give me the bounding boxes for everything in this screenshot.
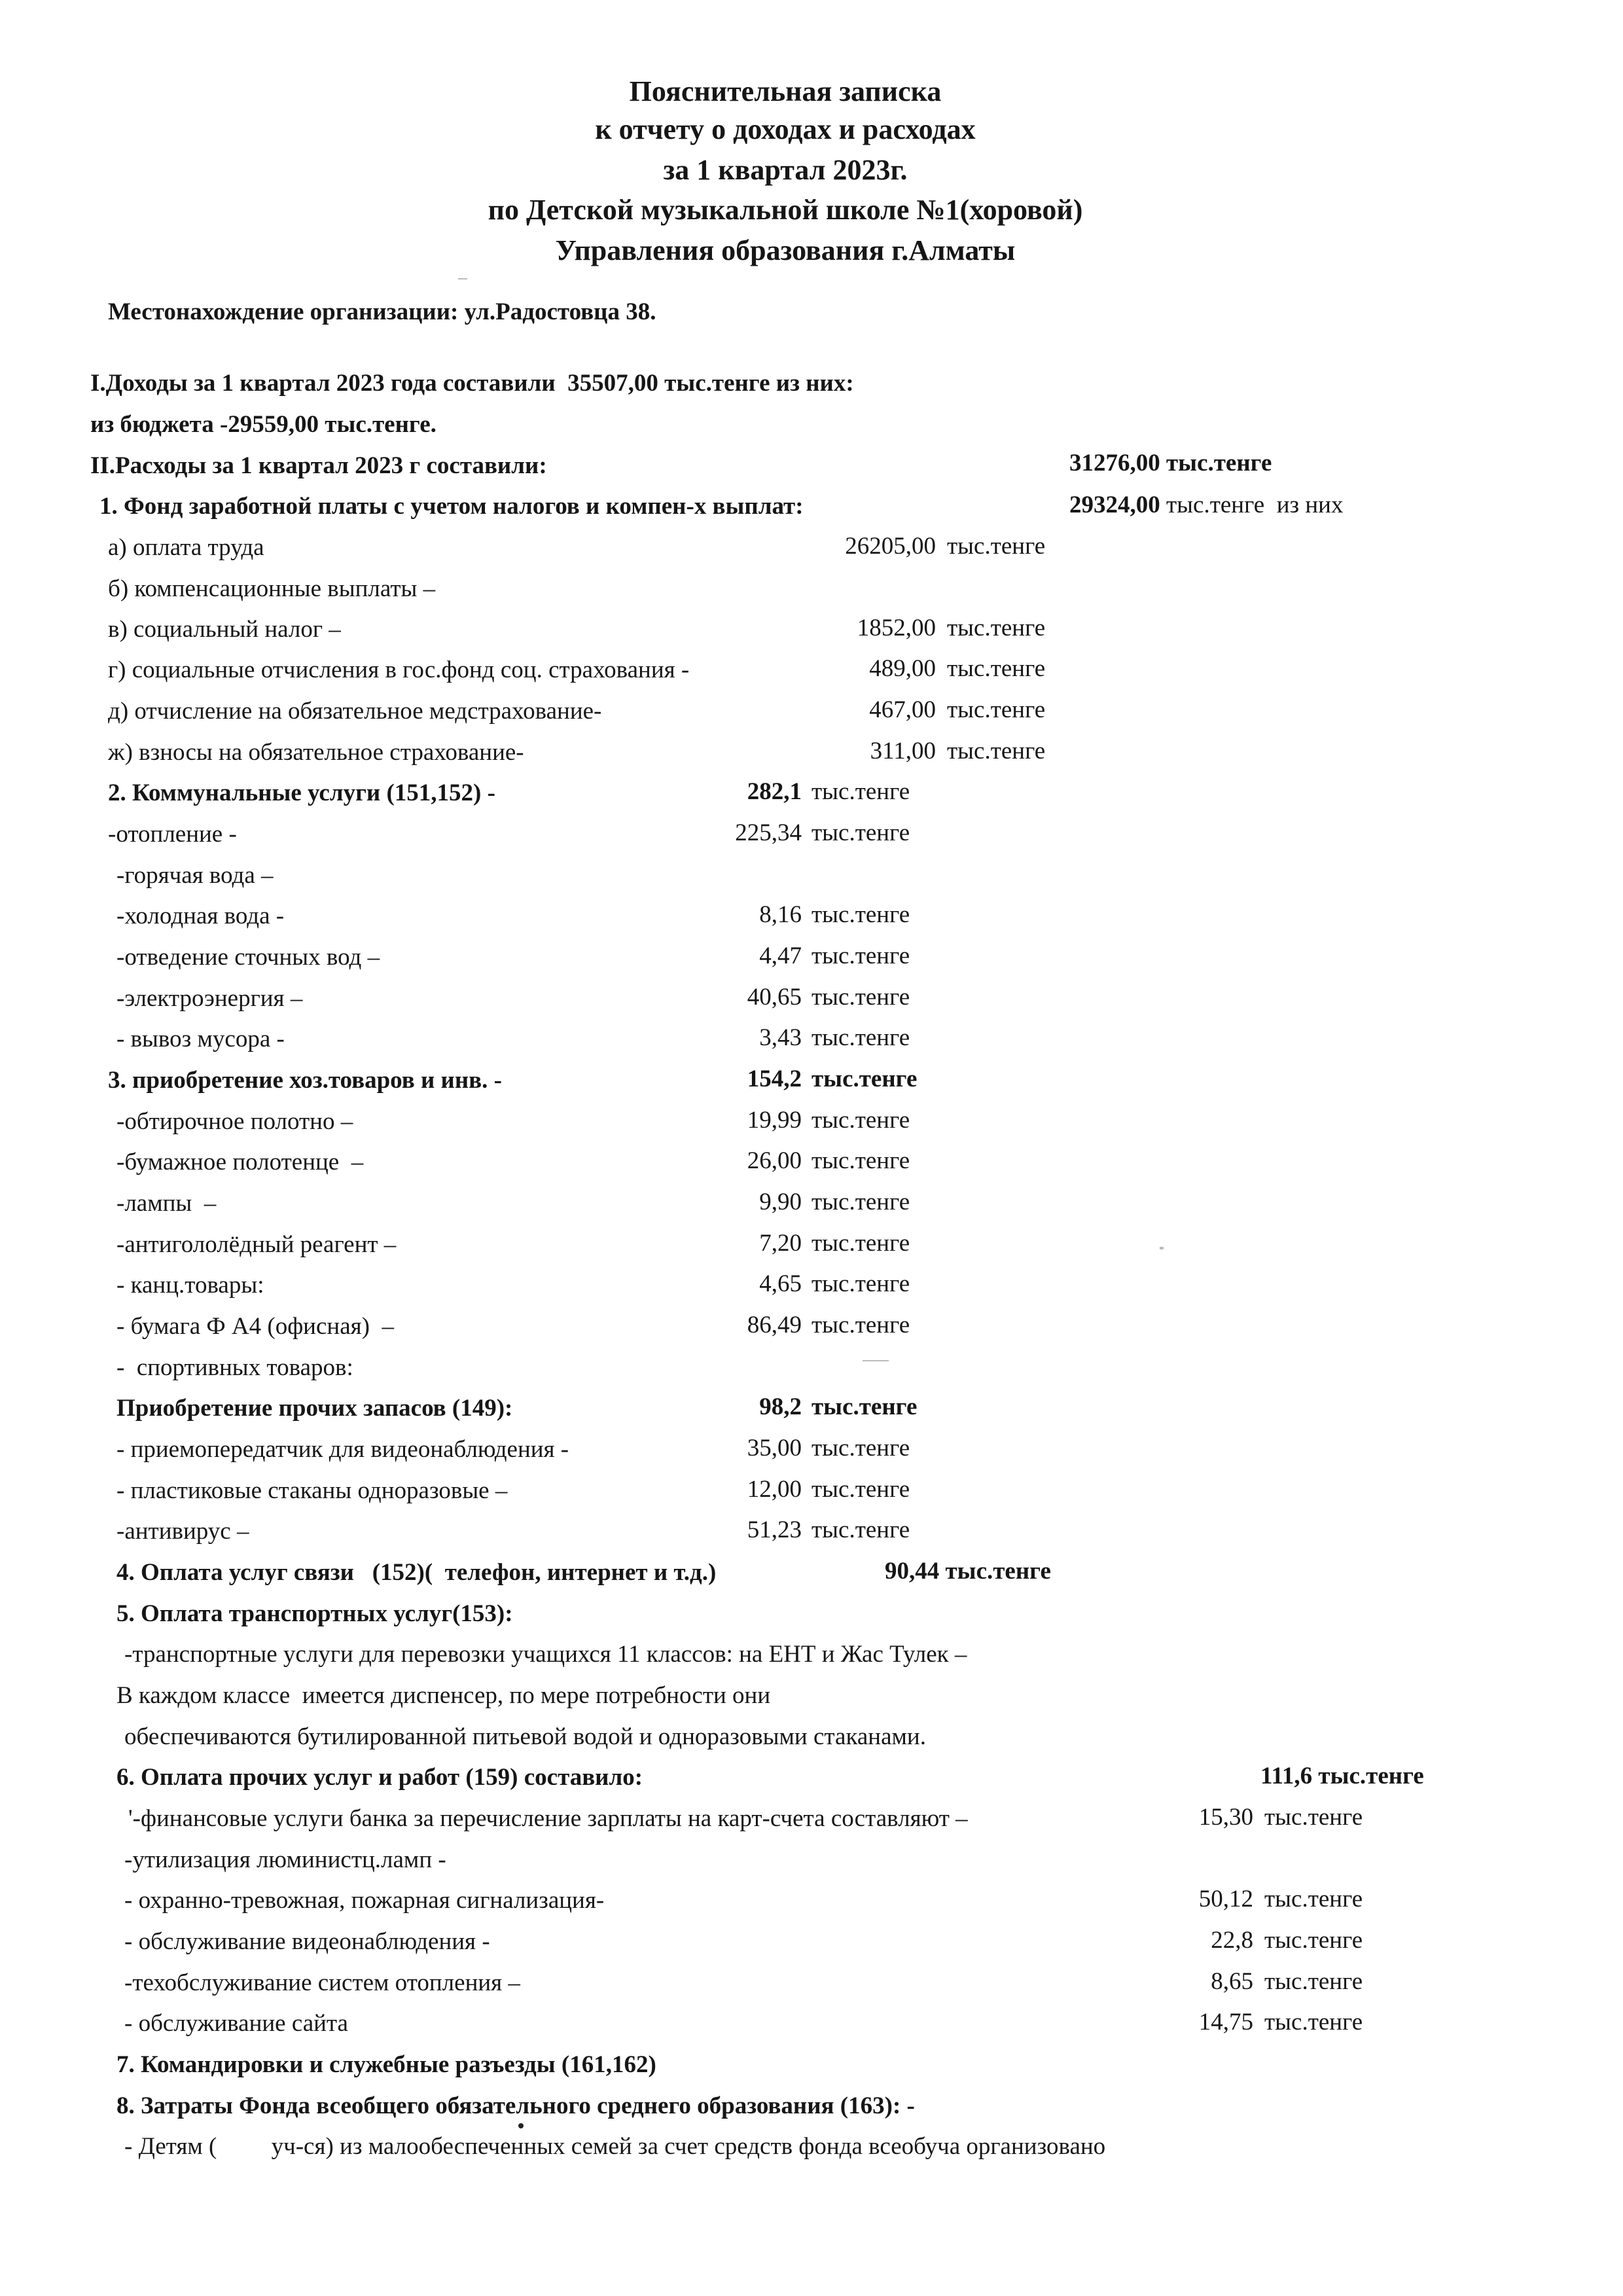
s6-item-unit: тыс.тенге	[1264, 1804, 1363, 1831]
inv-item-unit: тыс.тенге	[812, 1516, 910, 1543]
section-1-total-value: 29324,00	[1069, 492, 1160, 518]
section-4-total: 90,44 тыс.тенге	[885, 1558, 1051, 1585]
section-2-heading: 2. Коммунальные услуги (151,152) -	[108, 780, 495, 806]
s6-item-label: - обслуживание видеонаблюдения -	[124, 1928, 490, 1955]
s3-item-label: -лампы –	[116, 1190, 217, 1217]
s5-line: обеспечиваются бутилированной питьевой водой и одноразовыми стаканами.	[124, 1723, 926, 1750]
s3-item-unit: тыс.тенге	[812, 1270, 910, 1297]
doc-title-line-5: Управления образования г.Алматы	[555, 234, 1016, 266]
s2-item-value: 3,43	[759, 1024, 802, 1051]
s3-item-label: - спортивных товаров:	[116, 1354, 353, 1381]
scan-speck	[1160, 1247, 1164, 1249]
s6-item-unit: тыс.тенге	[1264, 1927, 1363, 1954]
s3-item-value: 26,00	[747, 1147, 802, 1174]
s2-item-value: 225,34	[735, 819, 802, 846]
s1-item-label: б) компенсационные выплаты –	[108, 575, 436, 602]
s6-item-value: 50,12	[1198, 1886, 1253, 1912]
s6-item-value: 14,75	[1198, 2009, 1253, 2036]
s2-item-label: -горячая вода –	[116, 862, 274, 889]
section-8-heading: 8. Затраты Фонда всеобщего обязательного среднего образования (163): -	[116, 2092, 915, 2119]
doc-title-line-4: по Детской музыкальной школе №1(хоровой)	[488, 194, 1083, 226]
scan-speck	[458, 278, 467, 279]
inv-item-label: -антивирус –	[116, 1518, 249, 1545]
s1-item-value: 26205,00	[845, 533, 936, 560]
expenses-total-label: II.Расходы за 1 квартал 2023 г составили:	[90, 452, 547, 479]
s2-item-unit: тыс.тенге	[812, 984, 910, 1011]
section-4-heading: 4. Оплата услуг связи (152)( телефон, интернет и т.д.)	[116, 1559, 717, 1586]
s3-item-unit: тыс.тенге	[812, 1230, 910, 1257]
s3-item-label: -антигололёдный реагент –	[116, 1231, 397, 1258]
s3-item-unit: тыс.тенге	[812, 1189, 910, 1215]
section-3-unit: тыс.тенге	[812, 1066, 918, 1092]
section-1-heading: 1. Фонд заработной платы с учетом налогов и компен-х выплат:	[99, 493, 804, 520]
s6-item-unit: тыс.тенге	[1264, 2009, 1363, 2036]
s2-item-unit: тыс.тенге	[812, 901, 910, 928]
s3-item-label: -бумажное полотенце –	[116, 1149, 364, 1175]
s1-item-unit: тыс.тенге	[947, 738, 1046, 764]
s3-item-value: 19,99	[747, 1107, 802, 1134]
s1-item-unit: тыс.тенге	[947, 615, 1046, 641]
s2-item-label: - вывоз мусора -	[116, 1026, 285, 1052]
s1-item-unit: тыс.тенге	[947, 696, 1046, 723]
s1-item-label: д) отчисление на обязательное медстрахование-	[108, 698, 602, 725]
s2-item-value: 4,47	[759, 942, 802, 969]
s1-item-value: 311,00	[870, 738, 936, 764]
income-line: I.Доходы за 1 квартал 2023 года составили 35507,00 тыс.тенге из них:	[90, 370, 854, 397]
s1-item-label: г) социальные отчисления в гос.фонд соц. страхования -	[108, 656, 690, 683]
s3-item-value: 9,90	[759, 1189, 802, 1215]
section-6-heading: 6. Оплата прочих услуг и работ (159) составило:	[116, 1764, 643, 1791]
expenses-total-value: 31276,00 тыс.тенге	[1069, 450, 1272, 476]
s1-item-label: в) социальный налог –	[108, 616, 341, 643]
doc-title-line-3: за 1 квартал 2023г.	[663, 154, 908, 186]
section-3-total: 154,2	[747, 1066, 802, 1092]
s6-item-value: 22,8	[1211, 1927, 1253, 1954]
s2-item-value: 40,65	[747, 984, 802, 1011]
section-2-unit: тыс.тенге	[812, 778, 910, 805]
location-line: Местонахождение организации: ул.Радостовца 38.	[108, 298, 656, 325]
s2-item-unit: тыс.тенге	[812, 942, 910, 969]
s3-item-unit: тыс.тенге	[812, 1312, 910, 1338]
inv-item-value: 12,00	[747, 1476, 802, 1503]
s6-item-label: -утилизация люминистц.ламп -	[124, 1846, 446, 1873]
section-7-heading: 7. Командировки и служебные разъезды (161,162)	[116, 2051, 656, 2078]
s1-item-label: а) оплата труда	[108, 534, 264, 561]
inventory-unit: тыс.тенге	[812, 1393, 918, 1420]
inv-item-value: 51,23	[747, 1516, 802, 1543]
s8-line: - Детям ( уч-ся) из малообеспеченных семей за счет средств фонда всеобуча организовано	[124, 2133, 1106, 2160]
s1-item-value: 489,00	[869, 655, 936, 682]
s6-item-value: 8,65	[1211, 1968, 1253, 1995]
s1-item-label: ж) взносы на обязательное страхование-	[108, 739, 524, 766]
s5-line: -транспортные услуги для перевозки учащихся 11 классов: на ЕНТ и Жас Тулек –	[124, 1641, 967, 1668]
section-1-total-suffix: тыс.тенге из них	[1166, 492, 1344, 518]
inv-item-value: 35,00	[747, 1435, 802, 1462]
s2-item-value: 8,16	[759, 901, 802, 928]
s6-item-label: '-финансовые услуги банка за перечисление зарплаты на карт-счета составляют –	[128, 1805, 968, 1832]
s1-item-unit: тыс.тенге	[947, 533, 1046, 560]
s3-item-unit: тыс.тенге	[812, 1107, 910, 1134]
scan-speck	[863, 1360, 889, 1361]
s5-line: В каждом классе имеется диспенсер, по мере потребности они	[116, 1682, 771, 1709]
s1-item-value: 1852,00	[857, 615, 936, 641]
s6-item-unit: тыс.тенге	[1264, 1886, 1363, 1912]
s3-item-label: - канц.товары:	[116, 1272, 264, 1299]
s3-item-unit: тыс.тенге	[812, 1147, 910, 1174]
s1-item-value: 467,00	[869, 696, 936, 723]
s6-item-label: -техобслуживание систем отопления –	[124, 1969, 520, 1996]
inventory-total: 98,2	[759, 1393, 802, 1420]
s3-item-label: -обтирочное полотно –	[116, 1108, 353, 1135]
inv-item-unit: тыс.тенге	[812, 1476, 910, 1503]
s2-item-label: -холодная вода -	[116, 903, 285, 929]
s3-item-value: 4,65	[759, 1270, 802, 1297]
s2-item-label: -электроэнергия –	[116, 985, 303, 1012]
s2-item-label: -отопление -	[108, 821, 237, 848]
inv-item-label: - пластиковые стаканы одноразовые –	[116, 1477, 508, 1504]
section-1-total	[1069, 491, 1343, 520]
s6-item-label: - охранно-тревожная, пожарная сигнализация-	[124, 1887, 605, 1914]
s6-item-unit: тыс.тенге	[1264, 1968, 1363, 1995]
s3-item-value: 7,20	[759, 1230, 802, 1257]
s6-item-value: 15,30	[1198, 1804, 1253, 1831]
s2-item-unit: тыс.тенге	[812, 1024, 910, 1051]
section-6-total: 111,6 тыс.тенге	[1260, 1763, 1424, 1789]
s3-item-value: 86,49	[747, 1312, 802, 1338]
income-budget-line: из бюджета -29559,00 тыс.тенге.	[90, 411, 437, 438]
s2-item-label: -отведение сточных вод –	[116, 944, 380, 971]
s1-item-unit: тыс.тенге	[947, 655, 1046, 682]
section-3-heading: 3. приобретение хоз.товаров и инв. -	[108, 1067, 502, 1094]
s2-item-unit: тыс.тенге	[812, 819, 910, 846]
scan-speck	[518, 2123, 524, 2128]
section-2-total: 282,1	[747, 778, 802, 805]
s6-item-label: - обслуживание сайта	[124, 2010, 348, 2037]
inv-item-label: - приемопередатчик для видеонаблюдения -	[116, 1436, 569, 1463]
inv-item-unit: тыс.тенге	[812, 1435, 910, 1462]
s3-item-label: - бумага Ф А4 (офисная) –	[116, 1313, 394, 1340]
section-5-heading: 5. Оплата транспортных услуг(153):	[116, 1600, 513, 1627]
doc-title-line-2: к отчету о доходах и расходах	[595, 113, 976, 145]
inventory-heading: Приобретение прочих запасов (149):	[116, 1395, 513, 1422]
doc-title-line-1: Пояснительная записка	[629, 75, 942, 107]
